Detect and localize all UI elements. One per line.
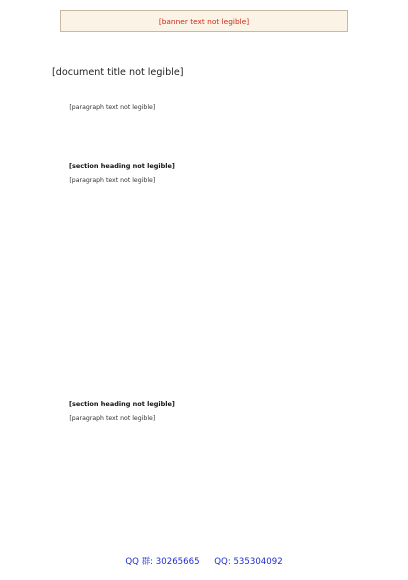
qq-contact-text: QQ: 535304092 xyxy=(214,557,283,567)
paragraph-section-1: [paragraph text not legible] xyxy=(69,177,156,184)
top-promo-banner[interactable] xyxy=(60,10,348,32)
page-title: [document title not legible] xyxy=(52,67,184,78)
contact-footer xyxy=(0,555,408,567)
paragraph-intro: [paragraph text not legible] xyxy=(69,104,156,111)
section-heading-1: [section heading not legible] xyxy=(69,162,175,170)
banner-text: [banner text not legible] xyxy=(158,16,250,26)
section-heading-2: [section heading not legible] xyxy=(69,400,175,408)
qq-group-text: QQ 群: 30265665 xyxy=(125,557,200,567)
document-body xyxy=(57,102,353,552)
paragraph-section-2: [paragraph text not legible] xyxy=(69,415,156,422)
